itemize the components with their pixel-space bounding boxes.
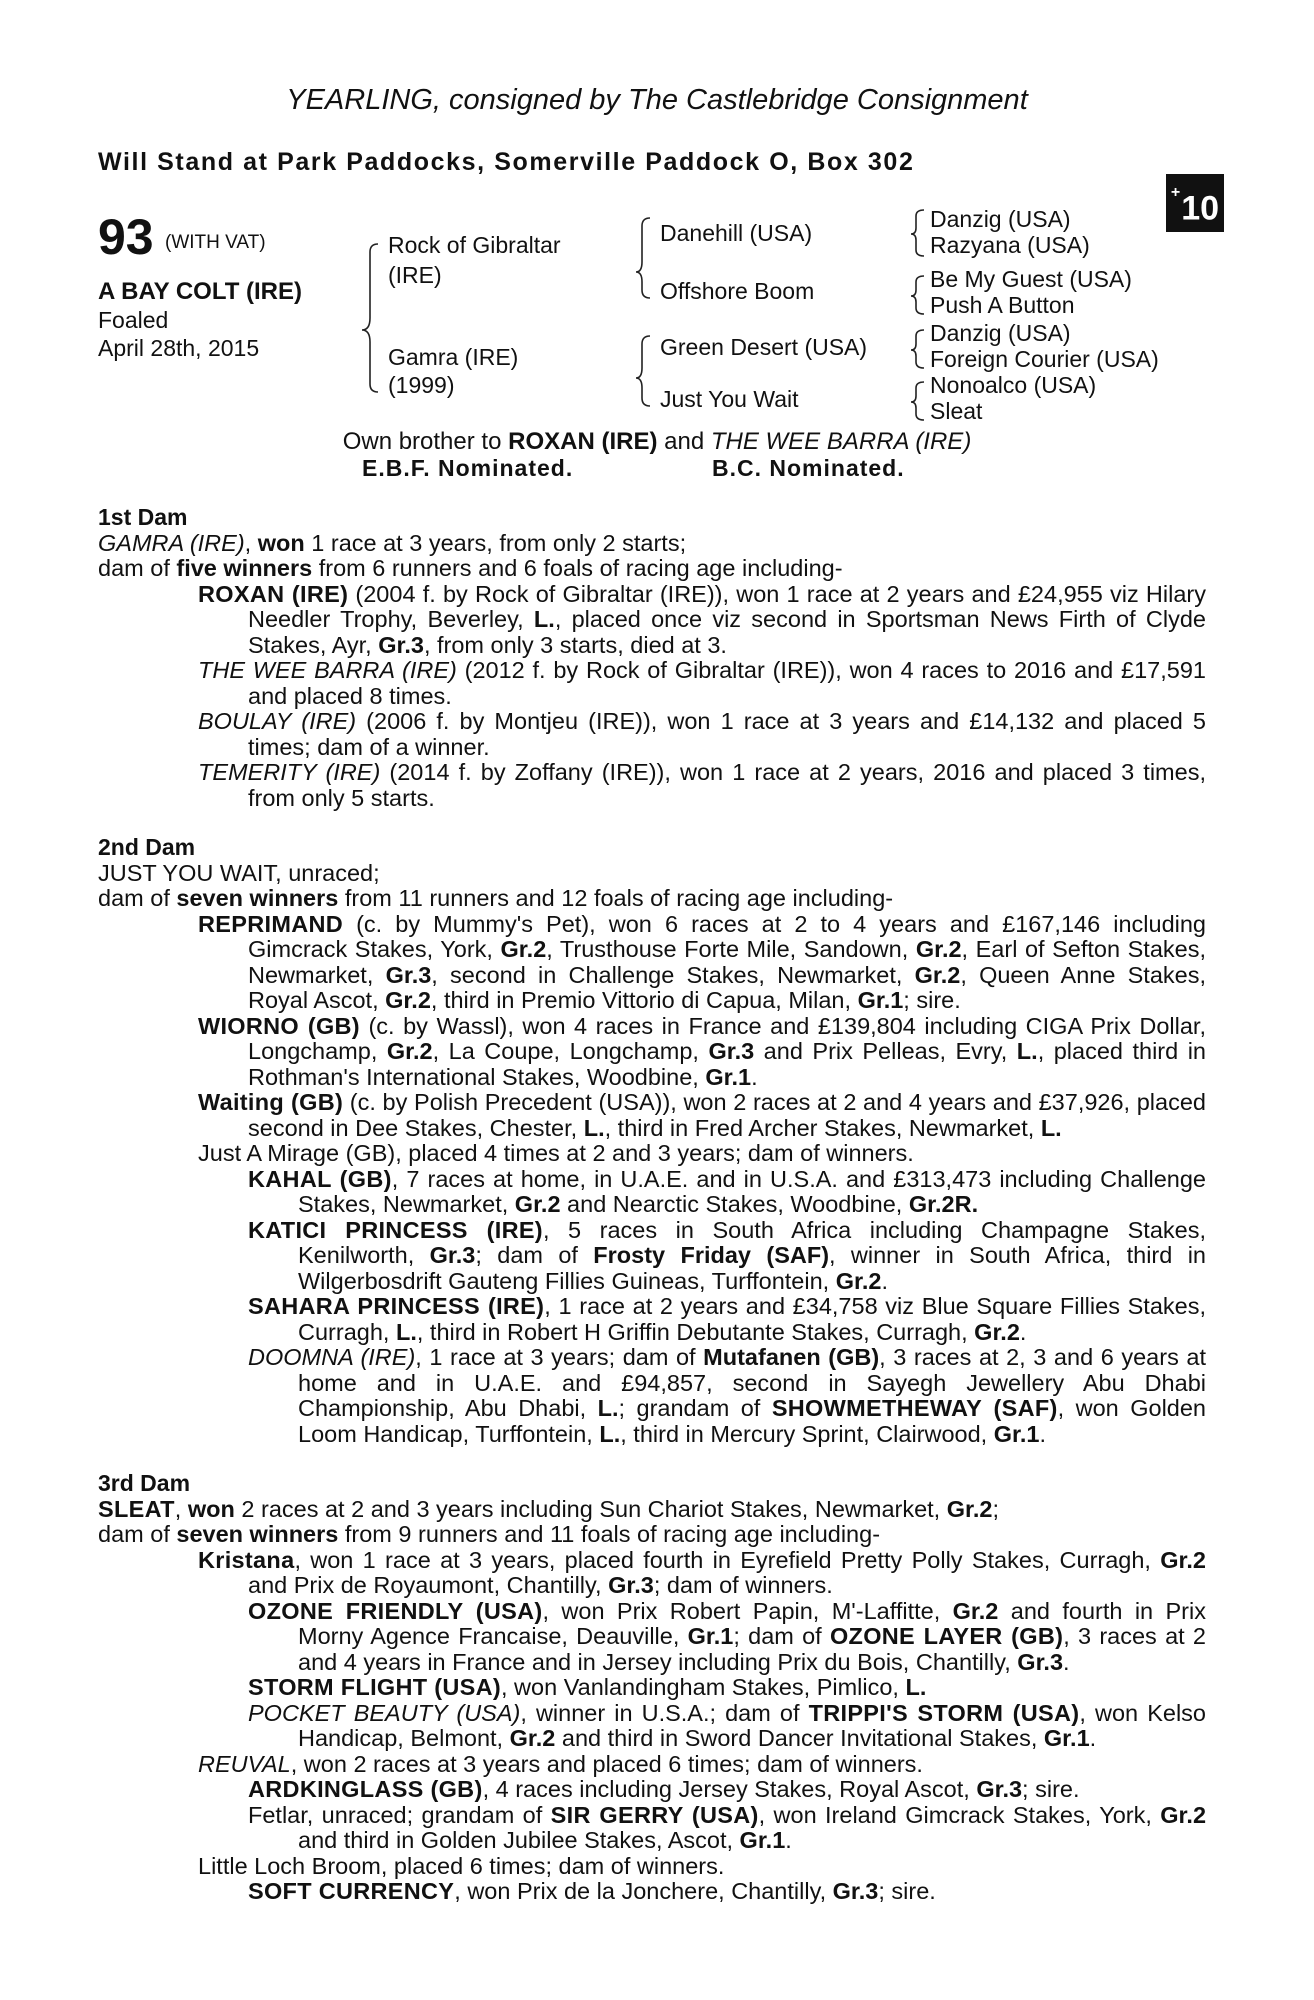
second-dam-line: JUST YOU WAIT, unraced; [98, 859, 380, 886]
bracket-gen1 [362, 244, 378, 392]
produce-katici-princess: KATICI PRINCESS (IRE), 5 races in South Africa including Champagne Stakes, Kenilworth, Gr.3; dam of Frosty Friday (SAF), winner in South Africa, third in Wilgerbosdrift Gauteng Fillies Guineas, Turffontein, Gr.2. [248, 1216, 1206, 1294]
bc-nominated: B.C. Nominated. [712, 455, 905, 481]
dam-history [98, 505, 1206, 1905]
produce-temerity: TEMERITY (IRE) (2014 f. by Zoffany (IRE)), won 1 race at 2 years, 2016 and placed 3 times, from only 5 starts. [198, 759, 1206, 811]
sire-dam-sire: Be My Guest (USA) [930, 266, 1132, 292]
badge-plus: + [1170, 184, 1181, 201]
produce-wee-barra: THE WEE BARRA (IRE) (2012 f. by Rock of Gibraltar (IRE)), won 4 races to 2016 and £17,591 and placed 8 times. [198, 657, 1206, 709]
first-dam-heading: 1st Dam [98, 504, 188, 530]
bracket-gen3-4 [911, 382, 924, 420]
lot-number: 93 [98, 209, 154, 265]
sire-country: (IRE) [388, 262, 442, 288]
produce-roxan: ROXAN (IRE) (2004 f. by Rock of Gibraltar (IRE)), won 1 race at 2 years and £24,955 viz Hilary Needler Trophy, Beverley, L., placed once viz second in Sportsman News Firth of Clyde Stakes, Ayr, Gr.3, from only 3 starts, died at 3. [198, 580, 1206, 658]
bracket-gen3-3 [911, 330, 924, 368]
dam: Gamra (IRE) [388, 344, 519, 370]
produce-ardkinglass: ARDKINGLASS (GB), 4 races including Jersey Stakes, Royal Ascot, Gr.3; sire. [248, 1776, 1080, 1802]
second-dam-heading: 2nd Dam [98, 834, 196, 860]
sire-sire: Danehill (USA) [660, 220, 813, 246]
produce-soft-currency: SOFT CURRENCY, won Prix de la Jonchere, Chantilly, Gr.3; sire. [248, 1878, 936, 1904]
foaled-date: April 28th, 2015 [98, 335, 260, 361]
dam-sire: Green Desert (USA) [660, 334, 868, 360]
stand-location: Will Stand at Park Paddocks, Somerville Paddock O, Box 302 [98, 148, 915, 176]
bracket-gen2-sire [636, 218, 650, 298]
sire-sire-sire: Danzig (USA) [930, 206, 1071, 232]
dam-sire-sire: Danzig (USA) [930, 320, 1071, 346]
produce-ozone-friendly: OZONE FRIENDLY (USA), won Prix Robert Papin, M'-Laffitte, Gr.2 and fourth in Prix Morny Agence Francaise, Deauville, Gr.1; dam of OZONE LAYER (GB), 3 races at 2 and 4 years in France and in Jersey including Prix du Bois, Chantilly, Gr.3. [248, 1597, 1206, 1675]
dam-sire-dam: Foreign Courier (USA) [930, 346, 1159, 372]
own-brother-wee-barra: THE WEE BARRA (IRE) [710, 428, 972, 455]
ebf-nominated: E.B.F. Nominated. [362, 455, 574, 481]
own-brother-and: and [657, 428, 711, 455]
produce-just-a-mirage: Just A Mirage (GB), placed 4 times at 2 and 3 years; dam of winners. [198, 1140, 914, 1166]
produce-reprimand: REPRIMAND (c. by Mummy's Pet), won 6 races at 2 to 4 years and £167,146 including Gimcrack Stakes, York, Gr.2, Trusthouse Forte Mile, Sandown, Gr.2, Earl of Sefton Stakes, Newmarket, Gr.3, second in Challenge Stakes, Newmarket, Gr.2, Queen Anne Stakes, Royal Ascot, Gr.2, third in Premio Vittorio di Capua, Milan, Gr.1; sire. [198, 910, 1206, 1013]
consignment-title: YEARLING, consigned by The Castlebridge Consignment [286, 84, 1028, 116]
produce-little-loch-broom: Little Loch Broom, placed 6 times; dam of winners. [198, 1852, 725, 1879]
first-dam-produce: dam of five winners from 6 runners and 6 foals of racing age including- [98, 555, 843, 581]
produce-storm-flight: STORM FLIGHT (USA), won Vanlandingham Stakes, Pimlico, L. [248, 1674, 927, 1700]
produce-kristana: Kristana, won 1 race at 3 years, placed fourth in Eyrefield Pretty Polly Stakes, Curragh, Gr.2 and Prix de Royaumont, Chantilly, Gr.3; dam of winners. [198, 1546, 1206, 1598]
third-dam-produce: dam of seven winners from 9 runners and 11 foals of racing age including- [98, 1521, 881, 1547]
sire-dam: Offshore Boom [660, 278, 815, 304]
first-dam-line: GAMRA (IRE), won 1 race at 3 years, from only 2 starts; [98, 529, 687, 556]
bracket-gen3-1 [911, 210, 924, 256]
second-dam-produce: dam of seven winners from 11 runners and 12 foals of racing age including- [98, 885, 894, 911]
produce-pocket-beauty: POCKET BEAUTY (USA), winner in U.S.A.; dam of TRIPPI'S STORM (USA), won Kelso Handicap, Belmont, Gr.2 and third in Sword Dancer Invitational Stakes, Gr.1. [248, 1699, 1206, 1751]
dam-dam-dam: Sleat [930, 398, 983, 424]
produce-waiting: Waiting (GB) (c. by Polish Precedent (USA)), won 2 races at 2 and 4 years and £37,926, placed second in Dee Stakes, Chester, L., third in Fred Archer Stakes, Newmarket, L. [198, 1089, 1206, 1141]
sire-sire-dam: Razyana (USA) [930, 232, 1090, 258]
badge-number: 10 [1181, 189, 1220, 228]
dam-dam: Just You Wait [660, 386, 799, 412]
own-brother-roxan: ROXAN (IRE) [508, 428, 658, 455]
sire: Rock of Gibraltar [388, 232, 561, 258]
bracket-gen2-dam [636, 336, 650, 406]
third-dam-line: SLEAT, won 2 races at 2 and 3 years including Sun Chariot Stakes, Newmarket, Gr.2; [98, 1495, 1000, 1522]
vat-note: (WITH VAT) [165, 232, 266, 253]
foaled-label: Foaled [98, 307, 169, 333]
dam-dam-sire: Nonoalco (USA) [930, 372, 1097, 398]
third-dam-heading: 3rd Dam [98, 1470, 191, 1496]
produce-wiorno: WIORNO (GB) (c. by Wassl), won 4 races in France and £139,804 including CIGA Prix Dollar, Longchamp, Gr.2, La Coupe, Longchamp, Gr.3 and Prix Pelleas, Evry, L., placed third in Rothman's International Stakes, Woodbine, Gr.1. [198, 1012, 1207, 1090]
produce-fetlar: Fetlar, unraced; grandam of SIR GERRY (USA), won Ireland Gimcrack Stakes, York, Gr.2 and third in Golden Jubilee Stakes, Ascot, Gr.1. [248, 1801, 1207, 1853]
lot-name: A BAY COLT (IRE) [98, 278, 303, 305]
dam-year: (1999) [388, 372, 455, 398]
produce-sahara-princess: SAHARA PRINCESS (IRE), 1 race at 2 years and £34,758 viz Blue Square Fillies Stakes, Curragh, L., third in Robert H Griffin Debutante Stakes, Curragh, Gr.2. [248, 1293, 1206, 1345]
own-brother-prefix: Own brother to [342, 428, 509, 455]
produce-reuval: REUVAL, won 2 races at 3 years and placed 6 times; dam of winners. [198, 1750, 923, 1777]
bracket-gen3-2 [911, 276, 924, 314]
produce-kahal: KAHAL (GB), 7 races at home, in U.A.E. and in U.S.A. and £313,473 including Challenge Stakes, Newmarket, Gr.2 and Nearctic Stakes, Woodbine, Gr.2R. [248, 1165, 1206, 1217]
sire-dam-dam: Push A Button [930, 292, 1075, 318]
own-brother-line [0, 428, 1314, 456]
produce-doomna: DOOMNA (IRE), 1 race at 3 years; dam of Mutafanen (GB), 3 races at 2, 3 and 6 years at home and in U.A.E. and £94,857, second in Sayegh Jewellery Abu Dhabi Championship, Abu Dhabi, L.; grandam of SHOWMETHEWAY (SAF), won Golden Loom Handicap, Turffontein, L., third in Mercury Sprint, Clairwood, Gr.1. [248, 1344, 1206, 1447]
produce-boulay: BOULAY (IRE) (2006 f. by Montjeu (IRE)), won 1 race at 3 years and £14,132 and placed 5 times; dam of a winner. [198, 708, 1206, 760]
